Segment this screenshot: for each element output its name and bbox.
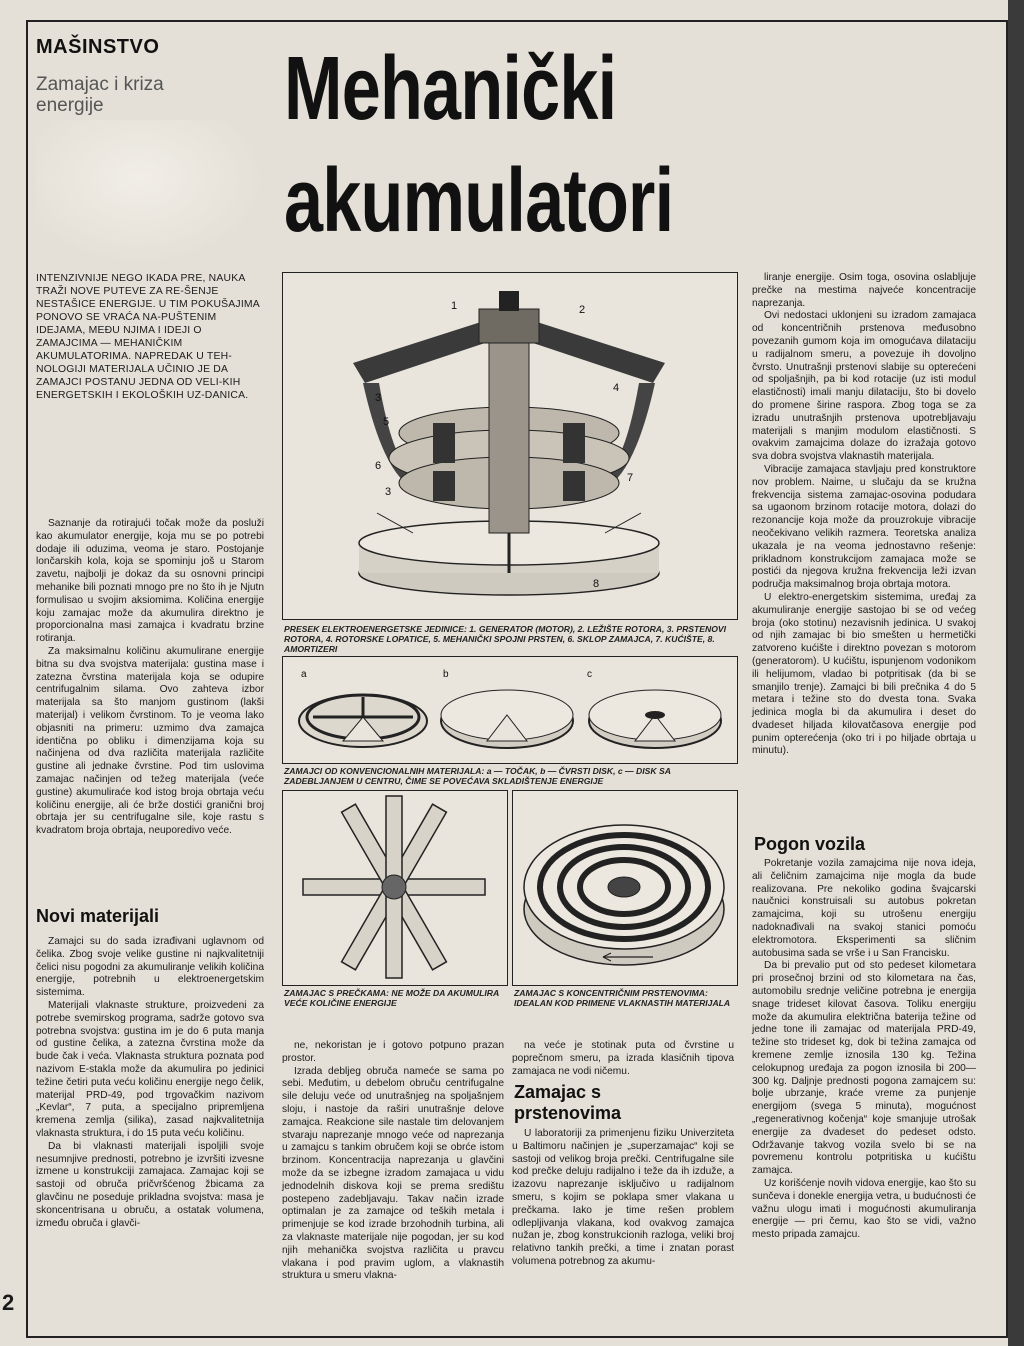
column-3-continued <box>512 1128 734 1269</box>
figure-flywheel-types <box>282 656 738 764</box>
ring-flywheel-drawing <box>513 791 735 983</box>
fig1-label: 4 <box>613 382 620 394</box>
page-number: 2 <box>2 1290 15 1315</box>
figure-1-caption: PRESEK ELEKTROENERGETSKE JEDINICE: 1. GENERATOR (MOTOR), 2. LEŽIŠTE ROTORA, 3. PRSTENOVI ROTORA, 4. ROTORSKE LOPATICE, 5. MEHANIČKI SPOJNI PRSTEN, 6. SKLOP ZAMAJCA, 7. KUĆIŠTE, 8. AMORTIZERI <box>284 624 727 654</box>
cross-section-drawing <box>283 273 735 617</box>
col4-paragraph: U elektro-energetskim sistemima, uređaj za akumuliranje energije sastojao bi se od većeg broja (oko stotinu) nezavisnih jedinica. U svakoj od njih zamajac bi bio smešten u hermetički zatvoreno kućište i direktno povezan s motorom (generatorom). U kućištu, ispunjenom vodonikom ili helijumom, vladao bi potpritisak (da bi se smanjilo trenje). Zamajci bi bili prečnika 4 do 5 metara i težine sto do dvesta tona. Svaka jedinica mogla bi da akumulira i deset do dvadeset hiljada kilovatčasova energije pod punim opterećenja (oko tri i po hiljade obrtaja u minutu). <box>752 591 976 757</box>
spoke-flywheel-drawing <box>283 791 505 983</box>
column-4 <box>752 272 976 758</box>
col4-paragraph: liranje energije. Osim toga, osovina oslabljuje prečke na mestima najveće koncentracije naprezanja. <box>752 272 976 309</box>
column-1-continued <box>36 936 264 1230</box>
heading-zamajac-s-prstenovima: Zamajac s prstenovima <box>514 1082 622 1123</box>
col1-paragraph: Za maksimalnu količinu akumulirane energije bitna su dva svojstva materijala: gustina mase i zatezna čvrstina materijala koja se odupire centrifugalnim silama. Ovo zahteva izbor materijala sa što manjom gustinom (lakši materijal) i velikom čvrstinom. To je veoma lako objasniti na primeru: uzmimo dva zamajca identična po obliku i dimenzijama koja su načinjena od dva različita materijala različite gustine ali jednake čvrstine. Pod tim uslovima zamajac načinjen od težeg materijala (veće gustine) akumuliraće kod istog broja obrtaja veću količinu energije, ali će brže dostići granični broj obrtaja jer su centrifugalne sile, koje rastu s kvadratom broja obrtaja, neuporedivo veće. <box>36 645 264 837</box>
headline-line-1: Mehanički <box>284 39 617 139</box>
figure-cross-section <box>282 272 738 620</box>
headline-line-2: akumulatori <box>284 151 674 251</box>
col2-paragraph: Izrada debljeg obruča nameće se sama po sebi. Međutim, u debelom obruču centrifugalne sile deluju veće od unutrašnjeg na spoljašnjem sloju, i nastoje da raširi unutrašnje delove zamajca. Reakcione sile nastale tim delovanjem stvaraju naprezanje mnogo veće od naprezanja u zamajcu s tankim obručem koji se obrće istom brzinom. Koncentracija naprezanja u glavčini može da se izbegne izradom zamajaca u vidu jednodelnih diskova koji se prema središtu postepeno zadebljavaju. Takav način izrade optimalan je za zamajce od teških metala i primenjuje se kod izrade brzohodnih turbina, ali za vlaknaste materijale nije pogodan, jer su kod njih mehanička svojstva različita u pravcu vlakana i pod pravim uglom, a vlaknastih struktura u smeru vlakna- <box>282 1065 504 1282</box>
binding-edge <box>1008 0 1024 1346</box>
heading-pogon-vozila: Pogon vozila <box>754 834 866 854</box>
figure-2-caption: ZAMAJCI OD KONVENCIONALNIH MATERIJALA: a — TOČAK, b — ČVRSTI DISK, c — DISK SA ZADEBLJANJEM U CENTRU, ČIME SE POVEĆAVA SKLADIŠTENJE ENERGIJE <box>284 766 671 786</box>
header-photo-area <box>36 120 266 265</box>
col1-paragraph: Da bi vlaknasti materijali ispoljili svoje nesumnjive prednosti, potrebno je izvršiti izvesne izmene u konstrukciji zamajaca. Zamajac koji se sastoji od obruča pričvršćenog žbicama za glavčinu ne poseduje prikladna svojstva: masa je skoncentrisana u obruču, a ostatak volumena, između obruča i glavči- <box>36 1140 264 1229</box>
col4-paragraph: Vibracije zamajaca stavljaju pred konstruktore nov problem. Naime, u slučaju da se kružna frekvencija sistema zamajac-osovina podudara sa ugaonom brzinom rotacije motora, dolazi do rezonancije koja može da prouzrokuje vibracije neočekivano velikih razmera. Teoretska analiza ukazala je na veoma jednostavno rešenje: prikladnom konstrukcijom zamajaca može se postići da njegova kružna frekvencija leži izvan područja maksimalnog broja obrtaja motora. <box>752 463 976 591</box>
col1-paragraph: Materijali vlaknaste strukture, proizvedeni za potrebe svemirskog programa, sadrže gotovo sva potrebna svojstva: gustina im je do 6 puta manja od gustine čelika, a zatezna čvrstina može da bude čak i veća. Vlaknasta struktura poznata pod nazivom E-stakla može da akumulira po jedinici težine četiri puta veću količinu energije nego čelik, materijal PRD-49, pod trgovačkim nazivom „Kevlar“, 7 puta, a specijalno pripremljena kremena zemlja (silika), zasad najkvalitetnija vlaknasta struktura, i do 15 puta veću količinu. <box>36 999 264 1139</box>
figure-4-caption: ZAMAJAC S KONCENTRIČNIM PRSTENOVIMA: IDEALAN KOD PRIMENE VLAKNASTIH MATERIJALA <box>514 988 731 1008</box>
lead-paragraph: INTENZIVNIJE NEGO IKADA PRE, NAUKA TRAŽI NOVE PUTEVE ZA RE-ŠENJE NESTAŠICE ENERGIJE. U TIM POKUŠAJIMA PONOVO SE VRAĆA NA-PUŠTENIM IDEJAMA, MEĐU NJIMA I IDEJI O ZAMAJCIMA — MEHANIČKIM AKUMULATORIMA. NAPREDAK U TEH-NOLOGIJI MATERIJALA UČINIO JE DA ZAMAJCI POSTANU JEDNA OD VELI-KIH ENERGETSKIH I EKOLOŠKIH UZ-DANICA. <box>36 273 260 401</box>
col3-paragraph: na veće je stotinak puta od čvrstine u poprečnom smeru, pa izrada klasičnih tipova zamajaca ne vodi ničemu. <box>512 1040 734 1077</box>
column-1 <box>36 518 264 838</box>
col2-paragraph: ne, nekoristan je i gotovo potpuno prazan prostor. <box>282 1040 504 1064</box>
fig2-label: a <box>301 669 307 680</box>
col4-paragraph: Pokretanje vozila zamajcima nije nova ideja, ali čeličnim zamajcima nije mogla da bude realizovana. Pre nekoliko godina švajcarski naučnici konstruisali su autobus pokretan zamajcima, koji su utrošenu energiju nadoknađivali na svakoj stanici pomoću elektromotora. Eksperimenti sa sličnim autobusima sada se vrše i u San Francisku. <box>752 858 976 959</box>
flywheel-types-drawing <box>283 657 735 761</box>
figure-3-caption: ZAMAJAC S PREČKAMA: NE MOŽE DA AKUMULIRA VEĆE KOLIČINE ENERGIJE <box>284 988 499 1008</box>
column-4-continued <box>752 858 976 1242</box>
column-3 <box>512 1040 734 1078</box>
fig1-label: 1 <box>451 300 458 312</box>
fig1-label: 7 <box>627 472 634 484</box>
fig1-label: 3 <box>385 486 392 498</box>
col1-paragraph: Zamajci su do sada izrađivani uglavnom od čelika. Zbog svoje velike gustine ni najkvalitetniji čelici nisu pogodni za akumuliranje velikih količina energije, potrebnih u elektroenergetskim sistemima. <box>36 936 264 999</box>
subtitle <box>36 74 164 116</box>
fig1-label: 8 <box>593 578 600 590</box>
figure-ring-flywheel <box>512 790 738 986</box>
fig1-label: 3 <box>375 392 382 404</box>
subtitle-line-2: energije <box>36 95 104 116</box>
subtitle-line-1: Zamajac i kriza <box>36 74 164 95</box>
fig1-label: 6 <box>375 460 382 472</box>
col1-paragraph: Saznanje da rotirajući točak može da posluži kao akumulator energije, koja mu se po potrebi dodaje ili oduzima, veoma je staro. Postojanje lončarskih kola, koja se spominju još u Starom zavetu, najbolji je dokaz da su osnovni principi mehanike bili poznati mnogo pre no što ih je Njutn formulisao u svojim aksiomima. Količina energije koju zamajac može da akumulira direktno je proporcionalna masi zamajca i kvadratu brzine rotiranja. <box>36 518 264 645</box>
col4-paragraph: Uz korišćenje novih vidova energije, kao što su sunčeva i donekle energija vetra, u budućnosti će važnu ulogu imati i mogućnosti akumuliranja energije — pri čemu, kao što se vidi, važno mesto pripada zamajcu. <box>752 1177 976 1241</box>
figure-spoke-flywheel <box>282 790 508 986</box>
col4-paragraph: Ovi nedostaci uklonjeni su izradom zamajaca od koncentričnih prstenova međusobno povezanih gumom koja im omogućava dilataciju u radijalnom smeru, a povezuje ih dovoljno čvrsto. Unutrašnji prstenovi slabije su opterećeni od spoljašnjih, pa bi kod rotacije (uz isti modul elastičnosti) imali manju dilataciju, što bi dovelo do promene širine raspora. Zbog toga se za izradu unutrašnjih prstenova upotrebljavaju materijali s manjim modulom elastičnosti. S ovakvim zamajcima dolaze do izražaja gotovo sva dobra svojstva vlaknastih materijala. <box>752 310 976 463</box>
section-label: MAŠINSTVO <box>36 36 160 58</box>
fig1-label: 5 <box>383 416 390 428</box>
heading-novi-materijali: Novi materijali <box>36 906 160 926</box>
fig2-label: c <box>587 669 592 680</box>
fig2-label: b <box>443 669 449 680</box>
fig1-label: 2 <box>579 304 586 316</box>
col3-paragraph: U laboratoriji za primenjenu fiziku Univerziteta u Baltimoru načinjen je „superzamajac“ koji se sastoji od velikog broja prečki. Centrifugalne sile kod prečke deluju radijalno i teže da ih izduže, a izazovu naprezanje isključivo u radijalnom smeru, s kojim se poklapa smer vlakana u prečkama. Iako je time rešen problem odlepljivanja vlakana, kod ovakvog zamajca nužan je, zbog konstrukcionih razloga, veliki broj relativno tankih prečki, a time i znatan porast volumena potrebnog za akumu- <box>512 1128 734 1267</box>
col4-paragraph: Da bi prevalio put od sto pedeset kilometara pri prosečnoj brzini od sto kilometara na čas, automobilu srednje veličine potrebna je energija snage trideset kilovat časova. Toliku energiju može da akumulira električna baterija težine od jedne tone ili zamajac od materijala PRD-49, težine sto trideset kg, dok bi težina zamajca od kremene zemlje iznosila 130 kg. Težina celokupnog uređaja za pogon iznosila bi 200—300 kg. Daljnje prednosti pogona zamajcem su: bolje ubrzanje, kraće vreme za punjenje energijom (svega 5 minuta), mogućnost „regenerativnog kočenja“ koje smanjuje utrošak energije za dvadeset do pedeset odsto. Održavanje takvog vozila svelo bi se na povremenu kontrolu potpritiska u kućištu zamajca. <box>752 960 976 1177</box>
column-2 <box>282 1040 504 1283</box>
